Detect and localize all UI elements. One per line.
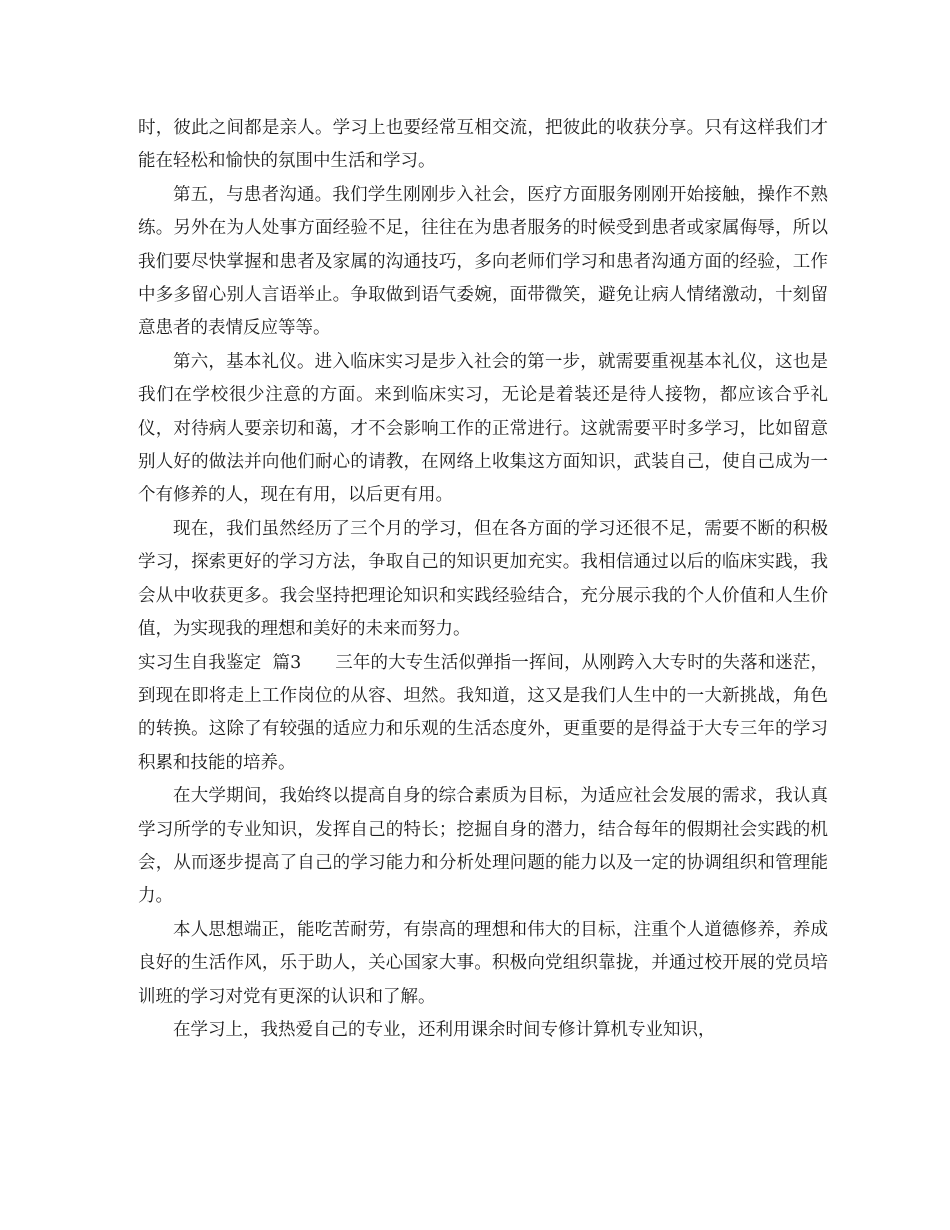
paragraph-1: 时，彼此之间都是亲人。学习上也要经常互相交流，把彼此的收获分享。只有这样我们才能在轻松和愉快的氛围中生活和学习。	[138, 118, 828, 172]
document-page	[138, 112, 828, 1047]
paragraph-5	[138, 647, 828, 781]
paragraph-3: 第六，基本礼仪。进入临床实习是步入社会的第一步，就需要重视基本礼仪，这也是我们在学校很少注意的方面。来到临床实习，无论是着装还是待人接物，都应该合乎礼仪，对待病人要亲切和蔼，才不会影响工作的正常进行。这就需要平时多学习，比如留意别人好的做法并向他们耐心的请教，在网络上收集这方面知识，武装自己，使自己成为一个有修养的人，现在有用，以后更有用。	[138, 351, 828, 506]
paragraph-4: 现在，我们虽然经历了三个月的学习，但在各方面的学习还很不足，需要不断的积极学习，探索更好的学习方法，争取自己的知识更加充实。我相信通过以后的临床实践，我会从中收获更多。我会坚持把理论知识和实践经验结合，充分展示我的个人价值和人生价值，为实现我的理想和美好的未来而努力。	[138, 518, 828, 640]
heading-gap	[301, 653, 335, 673]
paragraph-2: 第五，与患者沟通。我们学生刚刚步入社会，医疗方面服务刚刚开始接触，操作不熟练。另外在为人处事方面经验不足，往往在为患者服务的时候受到患者或家属侮辱，所以我们要尽快掌握和患者及家属的沟通技巧，多向老师们学习和患者沟通方面的经验，工作中多多留心别人言语举止。争取做到语气委婉，面带微笑，避免让病人情绪激动，十刻留意患者的表情反应等等。	[138, 184, 828, 339]
paragraph-7: 本人思想端正，能吃苦耐劳，有崇高的理想和伟大的目标，注重个人道德修养，养成良好的生活作风，乐于助人，关心国家大事。积极向党组织靠拢，并通过校开展的党员培训班的学习对党有更深的认识和了解。	[138, 919, 828, 1007]
paragraph-5-text: 三年的大专生活似弹指一挥间，从刚跨入大专时的失落和迷茫，到现在即将走上工作岗位的从容、坦然。我知道，这又是我们人生中的一大新挑战，角色的转换。这除了有较强的适应力和乐观的生活态度外，更重要的是得益于大专三年的学习积累和技能的培养。	[138, 652, 828, 773]
section-heading: 实习生自我鉴定 篇3	[138, 652, 302, 673]
paragraph-6: 在大学期间，我始终以提高自身的综合素质为目标，为适应社会发展的需求，我认真学习所学的专业知识，发挥自己的特长；挖掘自身的潜力，结合每年的假期社会实践的机会，从而逐步提高了自己的学习能力和分析处理问题的能力以及一定的协调组织和管理能力。	[138, 786, 828, 907]
paragraph-8: 在学习上，我热爱自己的专业，还利用课余时间专修计算机专业知识，	[173, 1019, 716, 1040]
